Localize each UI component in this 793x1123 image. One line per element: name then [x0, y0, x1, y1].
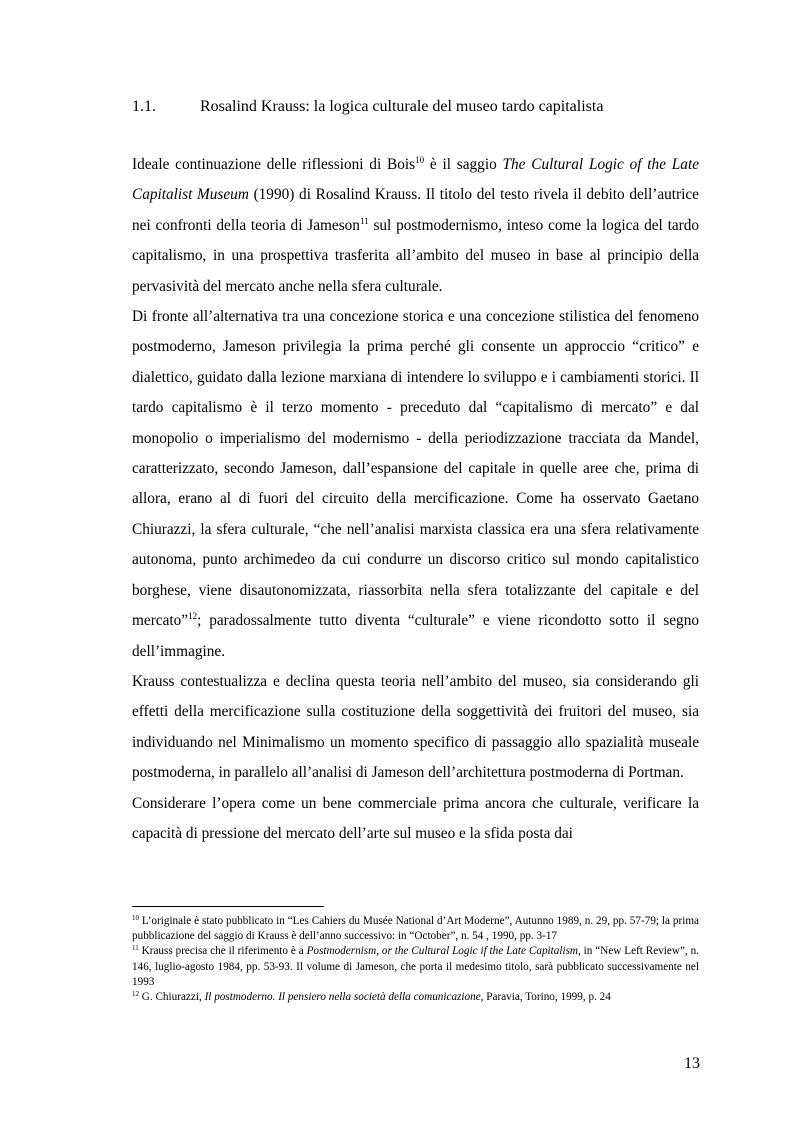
- footnote: [132, 944, 699, 990]
- body-text: [132, 150, 699, 849]
- section-number: 1.1.: [132, 98, 156, 115]
- footnote-number: 10: [132, 914, 139, 922]
- footnote-text: G. Chiurazzi,: [139, 991, 205, 1004]
- work-title: Il postmoderno. Il pensiero nella società della comunicazione,: [204, 991, 484, 1004]
- footnote: [132, 914, 699, 944]
- paragraph: [132, 150, 699, 302]
- footnote-number: 12: [132, 990, 139, 999]
- paragraph-text: Di fronte all’alternativa tra una concezione storica e una concezione stilistica del fenomeno postmoderno, Jameson privilegia la prima perché gli consente un approccio “critico” e dialettico, guidato dalla lezione marxiana di intendere lo sviluppo e i cambiamenti storici. Il tardo capitalismo è il terzo momento - preceduto dal “capitalismo di mercato” e dal monopolio o imperialismo del modernismo - della periodizzazione tracciata da Mandel, caratterizzato, secondo Jameson, dall’espansione del capitale in quelle aree che, prima di allora, erano al di fuori del circuito della mercificazione. Come ha osservato Gaetano Chiurazzi, la sfera culturale, “che nell’analisi marxista classica era una sfera relativamente autonoma, punto archimedeo da cui condurre un discorso critico sul mondo capitalistico borghese, viene disautonomizzata, riassorbita nella sfera totalizzante del capitale e del mercato”: [132, 308, 699, 630]
- page-number: 13: [684, 1055, 700, 1072]
- footnote: [132, 990, 699, 1005]
- footnote-ref: 10: [415, 155, 425, 165]
- footnote-ref: 12: [188, 611, 198, 622]
- paragraph: Considerare l’opera come un bene commerciale prima ancora che culturale, verificare la capacità di pressione del mercato dell’arte sul museo e la sfida posta dai: [132, 794, 699, 842]
- paragraph: [132, 302, 699, 667]
- footnote-text: , in “New Left Review”, n. 146, luglio-agosto 1984, pp. 53-93. Il volume di Jameson, che porta il medesimo titolo, sarà pubblicato successivamente nel 1993: [132, 945, 699, 988]
- paragraph: Krauss contestualizza e declina questa teoria nell’ambito del museo, sia considerando gli effetti della mercificazione sulla costituzione della soggettività dei fruitori del museo, sia individuando nel Minimalismo un momento specifico di passaggio allo spazialità museale postmoderna, in parallelo all’analisi di Jameson dell’architettura postmoderna di Portman.: [132, 672, 699, 782]
- section-heading: [132, 96, 712, 118]
- paragraph-text: è il saggio: [424, 156, 503, 173]
- footnote-number: 11: [132, 944, 139, 953]
- footnote-ref: 11: [359, 215, 369, 226]
- footnotes: [132, 914, 699, 1005]
- section-title: Rosalind Krauss: la logica culturale del museo tardo capitalista: [200, 98, 604, 115]
- paragraph-text: ; paradossalmente tutto diventa “culturale” e viene ricondotto sotto il segno dell’immagine.: [132, 612, 699, 660]
- footnote-text: Krauss precisa che il riferimento è a: [138, 945, 307, 958]
- work-title: Postmodernism, or the Cultural Logic if the Late Capitalism: [306, 945, 578, 958]
- paragraph-text: Ideale continuazione delle riflessioni di Bois: [132, 156, 416, 173]
- paragraph-text: (1990) di Rosalind Krauss. Il titolo del testo rivela il debito dell’autrice nei confronti della teoria di Jameson: [132, 186, 699, 234]
- footnote-text: Paravia, Torino, 1999, p. 24: [483, 991, 611, 1004]
- footnote-text: L’originale è stato pubblicato in “Les Cahiers du Musée National d’Art Moderne”, Autunno 1989, n. 29, pp. 57-79; la prima pubblicazione del saggio di Krauss è dell’anno successivo: in “October”, n. 54 , 1990, pp. 3-17: [132, 915, 699, 943]
- paragraph-text: sul postmodernismo, inteso come la logica del tardo capitalismo, in una prospettiva trasferita all’ambito del museo in base al principio della pervasività del mercato anche nella sfera culturale.: [132, 216, 699, 295]
- footnote-divider: [132, 906, 324, 907]
- work-title: The Cultural Logic of the Late Capitalist Museum: [132, 156, 699, 204]
